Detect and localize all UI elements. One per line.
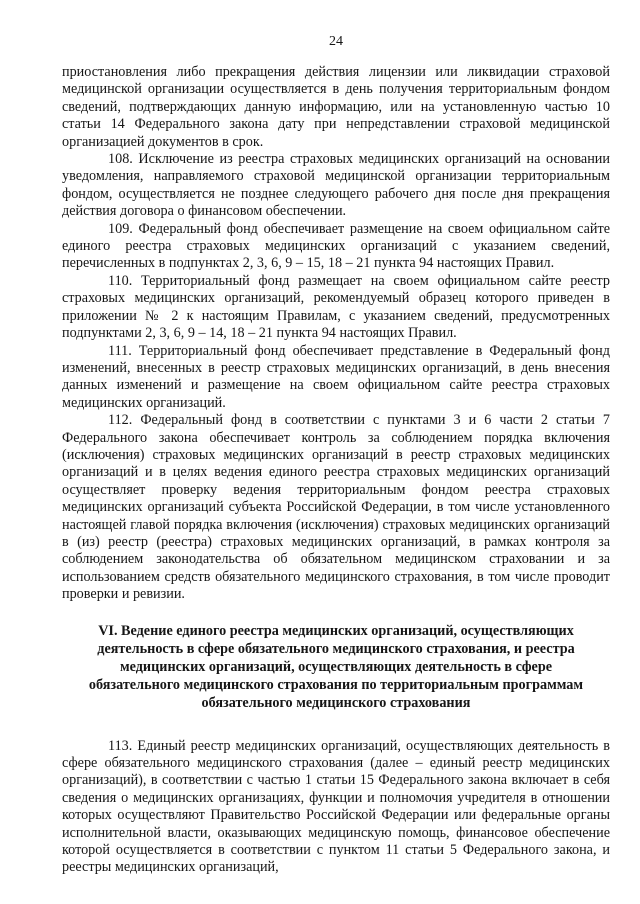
section-heading-line: деятельность в сфере обязательного медицинского страхования, и реестра (97, 640, 575, 657)
paragraph-108: 108. Исключение из реестра страховых медицинских организаций на основании уведомления, направляемого страховой медицинской организации территориальным фондом, осуществляется не позднее следующего рабочего дня после дня прекращения действия договора о финансовом обеспечении. (62, 151, 610, 220)
section-heading-line: обязательного медицинского страхования по территориальным программам (88, 676, 584, 693)
paragraph-continuation: приостановления либо прекращения действия лицензии или ликвидации страховой медицинской организации осуществляется в день получения территориальным фондом сведений, подтверждающих данную информацию, или на установленную частью 10 статьи 14 Федерального закона дату при непредставлении страховой медицинской организацией документов в срок. (62, 64, 610, 150)
paragraph-110: 110. Территориальный фонд размещает на своем официальном сайте реестр страховых медицинских организаций, рекомендуемый образец которого приведен в приложении № 2 к настоящим Правилам, с указанием сведений, предусмотренных подпунктами 2, 3, 6, 9 – 14, 18 – 21 пункта 94 настоящих Правил. (62, 272, 610, 342)
document-page (62, 34, 610, 877)
section-heading-line: VI. Ведение единого реестра медицинских организаций, осуществляющих (98, 622, 574, 639)
page-number: 24 (329, 34, 343, 49)
section-heading-line: обязательного медицинского страхования (201, 694, 471, 711)
section-heading-line: медицинских организаций, осуществляющих деятельность в сфере (119, 658, 553, 675)
section-heading (62, 622, 610, 712)
paragraph-112: 112. Федеральный фонд в соответствии с пунктами 3 и 6 части 2 статьи 7 Федерального закона обеспечивает контроль за соблюдением порядка включения (исключения) страховых медицинских организаций в реестр страховых медицинских организаций и в целях ведения единого реестра страховых медицинских организаций осуществляет проверку ведения территориальным фондом реестра страховых медицинских организаций субъекта Российской Федерации, в том числе установленного настоящей главой порядка включения (исключения) страховых медицинских организаций в (из) реестр (реестра) страховых медицинских организаций, в рамках контроля за соблюдением законодательства об обязательном медицинском страховании и за использованием средств обязательного медицинского страхования, в том числе проводит проверки и ревизии. (62, 412, 610, 603)
paragraph-109: 109. Федеральный фонд обеспечивает размещение на своем официальном сайте единого реестра страховых медицинских организаций с указанием сведений, перечисленных в подпунктах 2, 3, 6, 9 – 15, 18 – 21 пункта 94 настоящих Правил. (62, 220, 610, 272)
paragraph-111: 111. Территориальный фонд обеспечивает представление в Федеральный фонд изменений, внесенных в реестр страховых медицинских организаций, в день внесения данных изменений и размещение на своем официальном сайте реестра страховых медицинских организаций. (62, 342, 610, 411)
paragraph-113: 113. Единый реестр медицинских организаций, осуществляющих деятельность в сфере обязательного медицинского страхования (далее – единый реестр медицинских организаций), в соответствии с частью 1 статьи 15 Федерального закона включает в себя сведения о медицинских организациях, функции и полномочия учредителя в отношении которых осуществляют Правительство Российской Федерации или федеральные органы исполнительной власти, оказывающих медицинскую помощь, финансовое обеспечение которой осуществляется в соответствии с пунктом 11 статьи 5 Федерального закона, и реестры медицинских организаций, (62, 737, 610, 876)
